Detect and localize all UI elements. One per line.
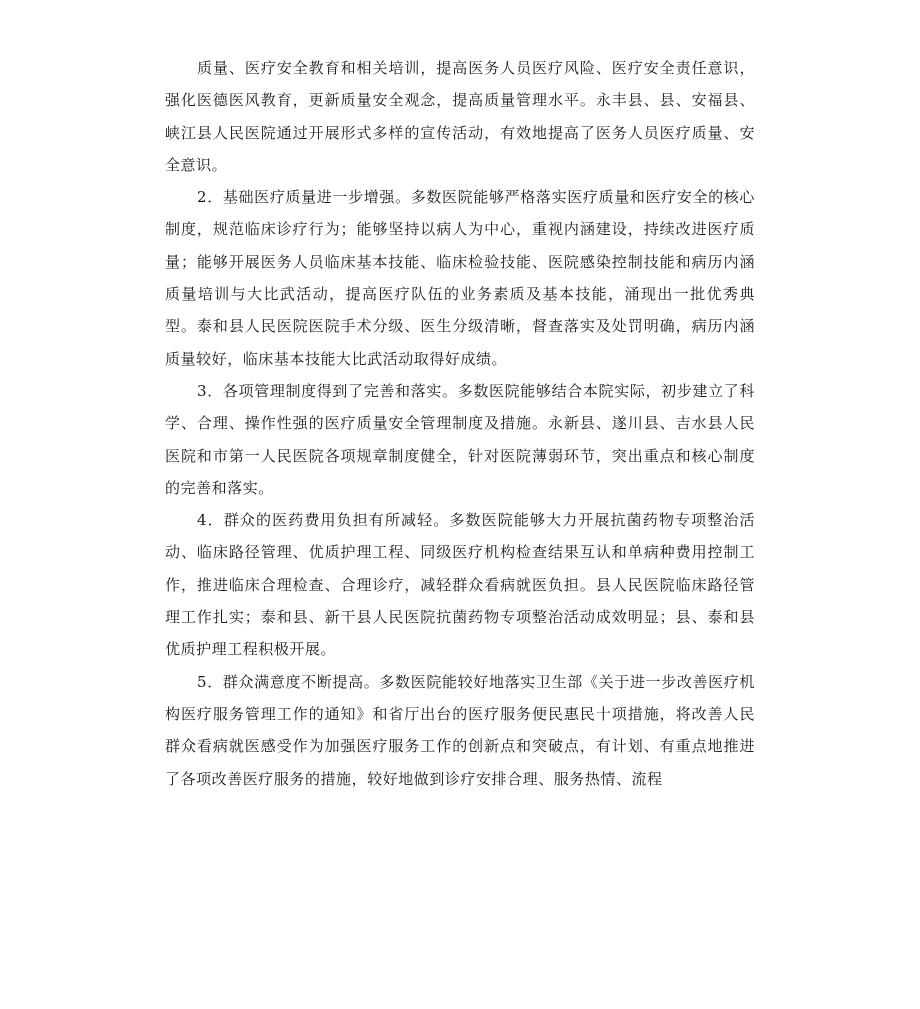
document-body [165, 52, 755, 795]
paragraph-medical-costs: 4．群众的医药费用负担有所减轻。多数医院能够大力开展抗菌药物专项整治活动、临床路径管理、优质护理工程、同级医疗机构检查结果互认和单病种费用控制工作，推进临床合理检查、合理诊疗，减轻群众看病就医负担。县人民医院临床路径管理工作扎实；泰和县、新干县人民医院抗菌药物专项整治活动成效明显；县、泰和县优质护理工程积极开展。 [165, 511, 755, 659]
paragraph-basic-quality: 2．基础医疗质量进一步增强。多数医院能够严格落实医疗质量和医疗安全的核心制度，规范临床诊疗行为；能够坚持以病人为中心，重视内涵建设，持续改进医疗质量；能够开展医务人员临床基本技能、临床检验技能、医院感染控制技能和病历内涵质量培训与大比武活动，提高医疗队伍的业务素质及基本技能，涌现出一批优秀典型。泰和县人民医院医院手术分级、医生分级清晰，督查落实及处罚明确，病历内涵质量较好，临床基本技能大比武活动取得好成绩。 [165, 188, 755, 368]
paragraph-satisfaction: 5．群众满意度不断提高。多数医院能较好地落实卫生部《关于进一步改善医疗机构医疗服务管理工作的通知》和省厅出台的医疗服务便民惠民十项措施，将改善人民群众看病就医感受作为加强医疗服务工作的创新点和突破点，有计划、有重点地推进了各项改善医疗服务的措施，较好地做到诊疗安排合理、服务热情、流程 [165, 672, 755, 788]
paragraph-quality-training: 质量、医疗安全教育和相关培训，提高医务人员医疗风险、医疗安全责任意识，强化医德医风教育，更新质量安全观念，提高质量管理水平。永丰县、县、安福县、峡江县人民医院通过开展形式多样的宣传活动，有效地提高了医务人员医疗质量、安全意识。 [165, 59, 755, 174]
paragraph-management-system: 3．各项管理制度得到了完善和落实。多数医院能够结合本院实际，初步建立了科学、合理、操作性强的医疗质量安全管理制度及措施。永新县、遂川县、吉水县人民医院和市第一人民医院各项规章制度健全，针对医院薄弱环节，突出重点和核心制度的完善和落实。 [165, 381, 755, 497]
